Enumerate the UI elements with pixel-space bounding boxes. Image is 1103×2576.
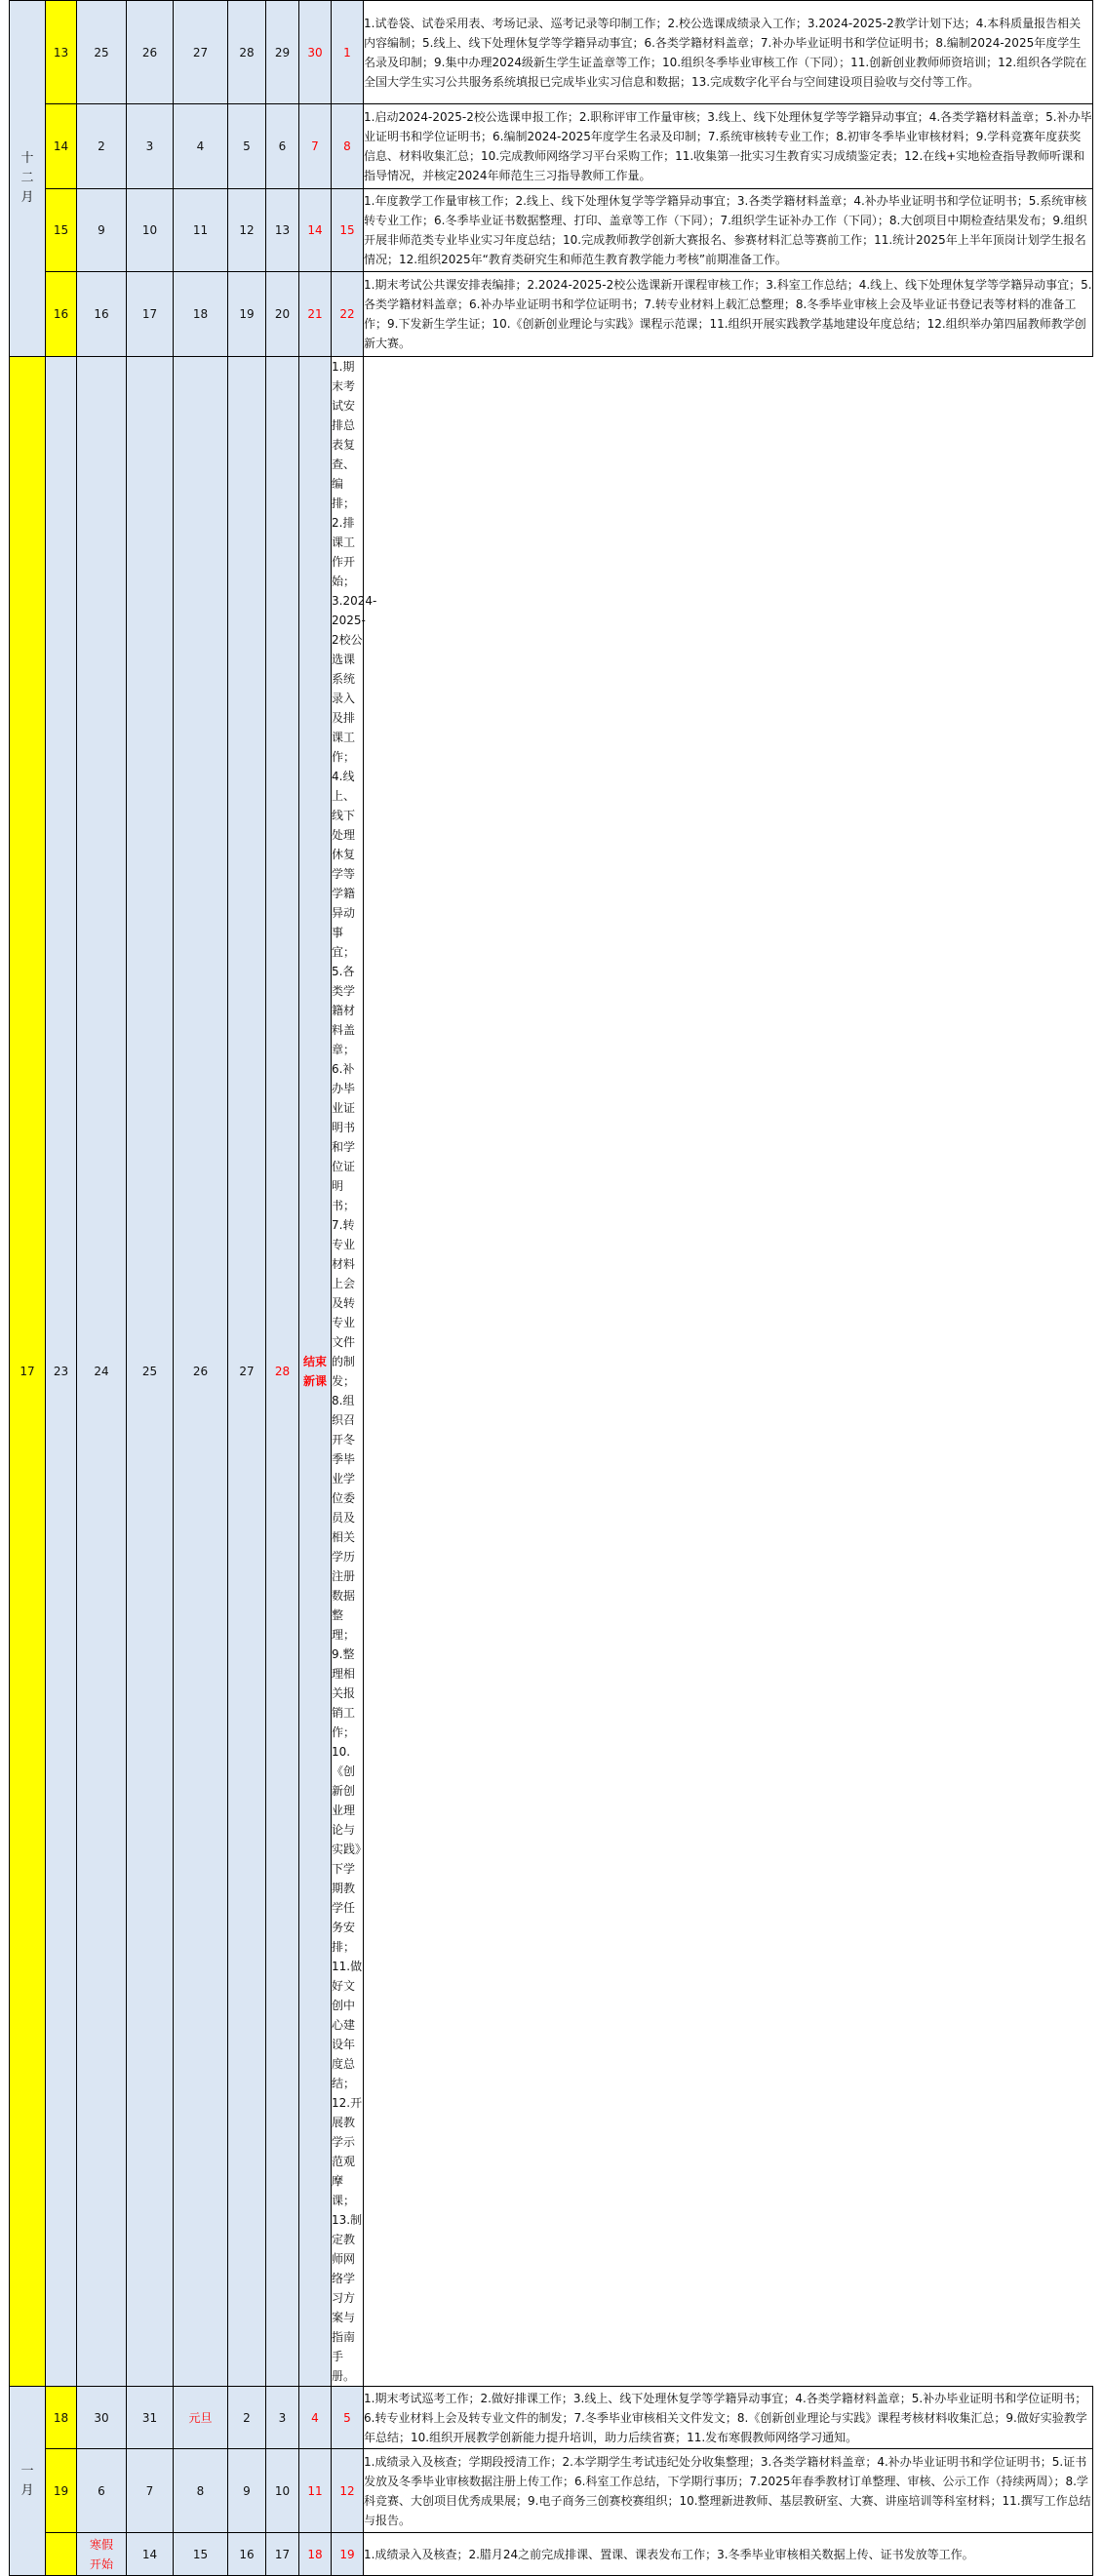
day-cell: 28 xyxy=(266,357,299,2387)
task-text: 1.期末考试巡考工作；2.做好排课工作；3.线上、线下处理休复学等学籍异动事宜；4.各类学籍材料盖章；5.补办毕业证明书和学位证明书；6.转专业材料上会及转专业文件的制发；7.冬季毕业审核相关文件发文；8.《创新创业理论与实践》课程考核材料收集汇总；9.做好实验教学年总结；10.组织开展教学创新能力提升培训，助力后续省赛；11.发布寒假教师网络学习通知。 xyxy=(364,2391,1087,2444)
day-cell: 13 xyxy=(266,189,299,272)
day-cell: 10 xyxy=(266,2449,299,2533)
month-label xyxy=(10,2387,46,2576)
day-cell: 22 xyxy=(332,272,364,357)
task-text: 1.成绩录入及核查；学期段授清工作；2.本学期学生考试违纪处分收集整理；3.各类学籍材料盖章；4.补办毕业证明书和学位证明书；5.证书发放及冬季毕业审核数据注册上传工作；6.科室工作总结，下学期行事历；7.2025年春季教材订单整理、审核、公示工作（持续两周）；8.学科竞赛、大创项目优秀成果展；9.电子商务三创赛校赛组织；10.整理新进教师、基层教研室、大赛、讲座培训等科室材料；11.撰写工作总结与报告。 xyxy=(364,2454,1091,2527)
day-cell: 15 xyxy=(174,2533,228,2576)
day-cell: 10 xyxy=(127,189,174,272)
week-row xyxy=(10,189,1093,272)
day-cell: 9 xyxy=(77,189,127,272)
task-cell xyxy=(364,2533,1093,2576)
day-cell: 6 xyxy=(77,2449,127,2533)
day-cell: 5 xyxy=(228,104,266,189)
day-cell: 29 xyxy=(266,1,299,104)
task-text: 1.成绩录入及核查；2.腊月24之前完成排课、置课、课表发布工作；3.冬季毕业审核相关数据上传、证书发放等工作。 xyxy=(364,2547,974,2561)
day-cell: 7 xyxy=(299,104,332,189)
day-cell: 11 xyxy=(299,2449,332,2533)
task-text: 1.年度教学工作量审核工作；2.线上、线下处理休复学等学籍异动事宜；3.各类学籍材料盖章；4.补办毕业证明书和学位证明书；5.系统审核转专业工作；6.冬季毕业证书数据整理、打印、盖章等工作（下同）；7.组织学生证补办工作（下同）；8.大创项目中期检查结果发布；9.组织开展非师范类专业毕业实习年度总结；10.完成教师教学创新大赛报名、参赛材料汇总等赛前工作；11.统计2025年上半年顶岗计划学生报名情况；12.组织2025年“教育类研究生和师范生教育教学能力考核”前期准备工作。 xyxy=(364,194,1087,266)
week-row xyxy=(10,2533,1093,2576)
day-cell xyxy=(77,2533,127,2576)
day-cell: 30 xyxy=(77,2387,127,2449)
month-label xyxy=(10,1,46,357)
month-label-text: 一月 xyxy=(20,2463,34,2498)
day-cell: 17 xyxy=(266,2533,299,2576)
day-cell: 11 xyxy=(174,189,228,272)
day-cell: 14 xyxy=(127,2533,174,2576)
week-row xyxy=(10,2387,1093,2449)
week-row xyxy=(10,104,1093,189)
month-label-text: 十二月 xyxy=(20,151,34,205)
week-row xyxy=(10,1,1093,104)
day-cell: 2 xyxy=(77,104,127,189)
day-cell: 27 xyxy=(228,357,266,2387)
day-cell: 28 xyxy=(228,1,266,104)
day-cell: 25 xyxy=(77,1,127,104)
task-cell xyxy=(364,2449,1093,2533)
week-row xyxy=(10,357,1093,2387)
week-number: 13 xyxy=(46,1,77,104)
day-cell: 8 xyxy=(332,104,364,189)
day-cell: 18 xyxy=(299,2533,332,2576)
day-cell: 19 xyxy=(332,2533,364,2576)
task-text: 1.试卷袋、试卷采用表、考场记录、巡考记录等印制工作；2.校公选课成绩录入工作；3.2024-2025-2教学计划下达；4.本科质量报告相关内容编制；5.线上、线下处理休复学等学籍异动事宜；6.各类学籍材料盖章；7.补办毕业证明书和学位证明书；8.编制2024-2025年度学生名录及印制；9.集中办理2024级新生学生证盖章等工作；10.组织冬季毕业审核工作（下同）；11.创新创业教师师资培训；12.组织各学院在全国大学生实习公共服务系统填报已完成毕业实习信息和数据；13.完成数字化平台与空间建设项目验收与交付等工作。 xyxy=(364,16,1087,89)
week-number: 17 xyxy=(10,357,46,2387)
day-cell: 26 xyxy=(174,357,228,2387)
day-cell: 7 xyxy=(127,2449,174,2533)
week-number: 14 xyxy=(46,104,77,189)
day-cell: 4 xyxy=(174,104,228,189)
day-cell: 3 xyxy=(266,2387,299,2449)
day-cell: 24 xyxy=(77,357,127,2387)
day-cell: 4 xyxy=(299,2387,332,2449)
day-cell: 16 xyxy=(77,272,127,357)
day-cell: 3 xyxy=(127,104,174,189)
task-cell xyxy=(364,272,1093,357)
week-number xyxy=(46,2533,77,2576)
day-cell: 12 xyxy=(332,2449,364,2533)
day-cell: 1 xyxy=(332,1,364,104)
task-text: 1.期末考试公共课安排表编排；2.2024-2025-2校公选课新开课程审核工作；3.科室工作总结；4.线上、线下处理休复学等学籍异动事宜；5.各类学籍材料盖章；6.补办毕业证明书和学位证明书；7.转专业材料上载汇总整理；8.冬季毕业审核上会及毕业证书登记表等材料的准备工作；9.下发新生学生证；10.《创新创业理论与实践》课程示范课；11.组织开展实践教学基地建设年度总结；12.组织举办第四届教师教学创新大赛。 xyxy=(364,278,1092,350)
day-cell: 12 xyxy=(228,189,266,272)
week-row xyxy=(10,2449,1093,2533)
day-cell: 23 xyxy=(46,357,77,2387)
day-cell: 20 xyxy=(266,272,299,357)
day-cell: 16 xyxy=(228,2533,266,2576)
day-cell: 5 xyxy=(332,2387,364,2449)
task-cell xyxy=(332,357,377,2387)
day-cell: 25 xyxy=(127,357,174,2387)
day-cell: 6 xyxy=(266,104,299,189)
day-cell: 27 xyxy=(174,1,228,104)
day-cell: 18 xyxy=(174,272,228,357)
day-cell: 15 xyxy=(332,189,364,272)
week-number: 19 xyxy=(46,2449,77,2533)
day-cell: 17 xyxy=(127,272,174,357)
task-cell xyxy=(364,189,1093,272)
week-number: 16 xyxy=(46,272,77,357)
day-cell: 26 xyxy=(127,1,174,104)
day-cell: 21 xyxy=(299,272,332,357)
week-number: 15 xyxy=(46,189,77,272)
day-cell: 14 xyxy=(299,189,332,272)
week-number: 18 xyxy=(46,2387,77,2449)
task-text: 1.启动2024-2025-2校公选课申报工作；2.职称评审工作量审核；3.线上、线下处理休复学等学籍异动事宜；4.各类学籍材料盖章；5.补办毕业证明书和学位证明书；6.编制2024-2025年度学生名录及印制；7.系统审核转专业工作；8.初审冬季毕业审核材料；9.学科竞赛年度获奖信息、材料收集汇总；10.完成教师网络学习平台采购工作；11.收集第一批实习生教育实习成绩鉴定表；12.在线+实地检查指导教师听课和指导情况，并核定2024年师范生三习指导教师工作量。 xyxy=(364,110,1092,182)
day-cell: 元旦 xyxy=(174,2387,228,2449)
task-cell xyxy=(364,104,1093,189)
week-row xyxy=(10,272,1093,357)
day-cell: 30 xyxy=(299,1,332,104)
task-text: 1.期末考试安排总表复查、编排；2.排课工作开始；3.2024-2025-2校公选课系统录入及排课工作；4.线上、线下处理休复学等学籍异动事宜；5.各类学籍材料盖章；6.补办毕业证明书和学位证明书；7.转专业材料上会及转专业文件的制发；8.组织召开冬季毕业学位委员及相关学历注册数据整理；9.整理相关报销工作；10.《创新创业理论与实践》下学期教学任务安排；11.做好文创中心建设年度总结；12.开展教学示范观摩课；13.制定教师网络学习方案与指南手册。 xyxy=(332,360,377,2383)
day-cell: 31 xyxy=(127,2387,174,2449)
day-note: 寒假开始 xyxy=(89,2537,113,2571)
day-cell: 2 xyxy=(228,2387,266,2449)
day-cell: 19 xyxy=(228,272,266,357)
day-note: 结束新课 xyxy=(302,1355,327,1388)
task-cell xyxy=(364,2387,1093,2449)
day-cell: 9 xyxy=(228,2449,266,2533)
day-cell: 8 xyxy=(174,2449,228,2533)
calendar-table xyxy=(9,0,1093,2576)
calendar-body xyxy=(10,1,1093,2576)
task-cell xyxy=(364,1,1093,104)
day-cell xyxy=(299,357,332,2387)
